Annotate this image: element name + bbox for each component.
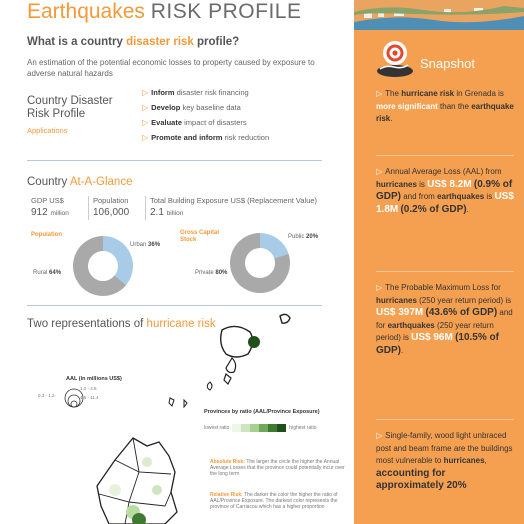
bold-text: earthquake risk — [376, 101, 514, 123]
page-title — [27, 0, 301, 24]
divider — [27, 160, 322, 161]
slice-pct: 20% — [306, 234, 319, 240]
scale-swatches — [232, 424, 286, 432]
pie-label-urban — [130, 242, 160, 248]
profile-subtitle: Applications — [27, 126, 68, 135]
glance-title-prefix: Country — [27, 176, 68, 188]
absolute-risk-text: The larger the circle the higher the Annual Average Losses that the province could potentially incur over the long term — [210, 459, 345, 478]
stat-unit: million — [50, 210, 69, 217]
bullet-text: impact of disasters — [184, 118, 247, 127]
question-highlight: disaster risk — [126, 36, 194, 48]
bullet-bold: Develop — [151, 103, 181, 112]
glance-title-highlight: At-A-Glance — [69, 176, 133, 188]
text: (250 year return period) is — [419, 295, 512, 305]
slice-pct: 80% — [215, 270, 228, 276]
pie-label-public — [288, 234, 318, 240]
slice-pct: 36% — [148, 242, 161, 248]
divider — [376, 155, 514, 156]
bullet-text: risk reduction — [224, 133, 270, 142]
capital-label-line2: Stock — [180, 237, 197, 243]
text: and from — [403, 192, 435, 201]
glance-title — [27, 176, 132, 188]
list-item — [142, 100, 347, 115]
relative-risk-text: The darker the color the higher the ratio of AAL/Province Exposure. The darkest color represents the province of Carriacou which has a higher proportion — [210, 492, 338, 511]
divider — [27, 305, 322, 306]
snapshot-point-2: ▷ Annual Average Loss (AAL) from hurricanes is US$ 8.2M (0.9% of GDP) and from earthquakes is US$ 1.8M (0.2% of GDP). — [376, 167, 514, 215]
bullet-text: disaster risk financing — [176, 88, 249, 97]
stat-number: 2.1 — [150, 207, 164, 218]
pie-label-rural — [33, 270, 61, 276]
aal-range-3: 4.6 - 11.4 — [80, 395, 99, 400]
stat-gdp — [31, 196, 69, 218]
bold-value: (0.9% of GDP) — [376, 178, 513, 202]
coastline-photo — [354, 0, 524, 30]
text: The — [385, 89, 399, 98]
divider — [376, 271, 514, 272]
text: (250 year return period) is — [376, 320, 494, 342]
scale-swatch — [250, 424, 259, 432]
question-prefix: What is a country — [27, 36, 123, 48]
stat-unit: billion — [166, 210, 184, 217]
snapshot-heading: Snapshot — [420, 56, 475, 71]
stat-separator — [88, 196, 89, 220]
scale-swatch — [241, 424, 250, 432]
stat-value — [150, 207, 317, 218]
question-suffix: profile? — [197, 36, 240, 48]
triangle-right-icon: ▷ — [142, 118, 149, 127]
capital-pie-label — [180, 230, 219, 244]
bold-value: accounting for approximately 20% — [376, 467, 467, 491]
ratio-scale — [204, 424, 317, 432]
carriacou-map — [150, 308, 310, 408]
bullet-bold: Promote and inform — [151, 133, 223, 142]
profile-title — [27, 95, 113, 121]
bold-text: hurricane risk — [401, 89, 455, 98]
bold-text: earthquakes — [437, 192, 485, 201]
title-hazard: Earthquakes — [27, 0, 145, 23]
stat-label: GDP US$ — [31, 196, 64, 205]
bold-text: earthquakes — [387, 320, 435, 330]
list-item — [142, 115, 347, 130]
bullet-text: key baseline data — [182, 103, 241, 112]
relative-risk-note — [210, 492, 350, 511]
list-item — [142, 85, 347, 100]
list-item — [142, 130, 347, 145]
section-question — [27, 36, 239, 48]
scale-swatch — [232, 424, 241, 432]
capital-label-line1: Gross Capital — [180, 230, 220, 236]
absolute-risk-title: Absolute Risk: — [210, 459, 246, 465]
slice-pct: 64% — [49, 270, 62, 276]
triangle-right-icon: ▷ — [142, 103, 149, 112]
bold-text: hurricanes — [376, 179, 417, 189]
bold-text: hurricanes — [376, 295, 417, 305]
text: than the — [440, 101, 469, 111]
bold-text: hurricanes — [443, 456, 485, 465]
aal-legend-title: AAL (in millions US$) — [66, 376, 122, 382]
scale-high-label: highest ratio — [289, 425, 317, 431]
stat-population — [93, 196, 129, 218]
stat-value — [31, 207, 69, 218]
scale-swatch — [277, 424, 286, 432]
coastline-image — [354, 0, 524, 30]
population-donut-chart — [71, 234, 135, 298]
highlight-value: US$ 8.2M — [427, 178, 472, 190]
text: and for — [376, 308, 513, 330]
bullet-bold: Inform — [151, 88, 175, 97]
donut-slice-urban — [103, 236, 133, 285]
snapshot-sidebar — [354, 0, 524, 524]
capital-donut-chart — [228, 231, 292, 295]
profile-title-line1: Country Disaster — [27, 95, 113, 107]
triangle-right-icon: ▷ — [376, 167, 383, 176]
triangle-right-icon: ▷ — [142, 88, 149, 97]
text: Annual Average Loss (AAL) from — [385, 167, 502, 176]
bold-value: (43.6% of GDP) — [425, 307, 498, 318]
slice-name: Rural — [33, 270, 48, 276]
profile-description: An estimation of the potential economic losses to property caused by exposure to adverse natural hazards — [27, 58, 315, 78]
stat-label: Population — [93, 196, 129, 205]
stat-separator — [145, 196, 146, 220]
slice-name: Private — [195, 270, 214, 276]
triangle-right-icon: ▷ — [376, 283, 383, 292]
scale-swatch — [259, 424, 268, 432]
provinces-legend-title: Provinces by ratio (AAL/Province Exposure) — [204, 409, 320, 415]
stat-exposure — [150, 196, 317, 218]
stat-value: 106,000 — [93, 207, 130, 218]
triangle-right-icon: ▷ — [142, 133, 149, 142]
grenada-province-map — [85, 432, 185, 524]
hurricane-title-prefix: Two representations of — [27, 318, 144, 330]
slice-name: Urban — [130, 242, 147, 248]
text: is — [486, 192, 493, 201]
scale-low-label: lowest ratio — [204, 425, 230, 431]
snapshot-point-1: ▷ The hurricane risk in Grenada is more significant than the earthquake risk. — [376, 89, 514, 123]
population-pie-label: Population — [31, 232, 62, 238]
stat-label: Total Building Exposure US$ (Replacement Value) — [150, 196, 318, 205]
highlight-value: US$ 1.8M — [376, 191, 514, 215]
scale-swatch — [268, 424, 277, 432]
highlight-text: more significant — [376, 101, 438, 111]
highlight-value: US$ 397M — [376, 307, 424, 318]
aal-range-1: 0.3 - 1.2 — [38, 393, 55, 398]
stat-number: 912 — [31, 207, 48, 218]
highlight-value: US$ 96M — [411, 332, 453, 343]
hurricane-title-highlight: hurricane risk — [146, 318, 216, 330]
profile-title-line2: Risk Profile — [27, 108, 86, 120]
triangle-right-icon: ▷ — [376, 89, 383, 98]
bullet-bold: Evaluate — [151, 118, 183, 127]
triangle-right-icon: ▷ — [376, 431, 383, 440]
pie-label-private — [195, 270, 227, 276]
text: is — [419, 179, 425, 189]
bold-value: (10.5% of GDP) — [376, 332, 499, 356]
text: Single-family, wood light unbraced post and beam frame are the buildings most vulnerable to — [376, 431, 513, 465]
snapshot-point-3: ▷ The Probable Maximum Loss for hurricanes (250 year return period) is US$ 397M (43.6% of GDP) and for earthquakes (250 year return period) is US$ 96M (10.5% of GDP). — [376, 283, 513, 356]
donut-slice-public — [260, 233, 289, 258]
applications-list — [142, 85, 347, 145]
bold-value: (0.2% of GDP) — [400, 203, 467, 215]
target-map-icon — [374, 39, 416, 79]
divider — [376, 419, 514, 420]
absolute-risk-note — [210, 459, 350, 478]
aal-range-2: 1.2 - 4.6 — [80, 386, 97, 391]
snapshot-point-4: ▷ Single-family, wood light unbraced post and beam frame are the buildings most vulnerable to hurricanes, accounting for approximately 20% — [376, 431, 513, 491]
text: in Grenada is — [456, 89, 504, 98]
text: The Probable Maximum Loss for — [385, 283, 501, 292]
title-risk-profile: RISK PROFILE — [150, 0, 302, 23]
slice-name: Public — [288, 234, 305, 240]
relative-risk-title: Relative Risk: — [210, 492, 243, 498]
